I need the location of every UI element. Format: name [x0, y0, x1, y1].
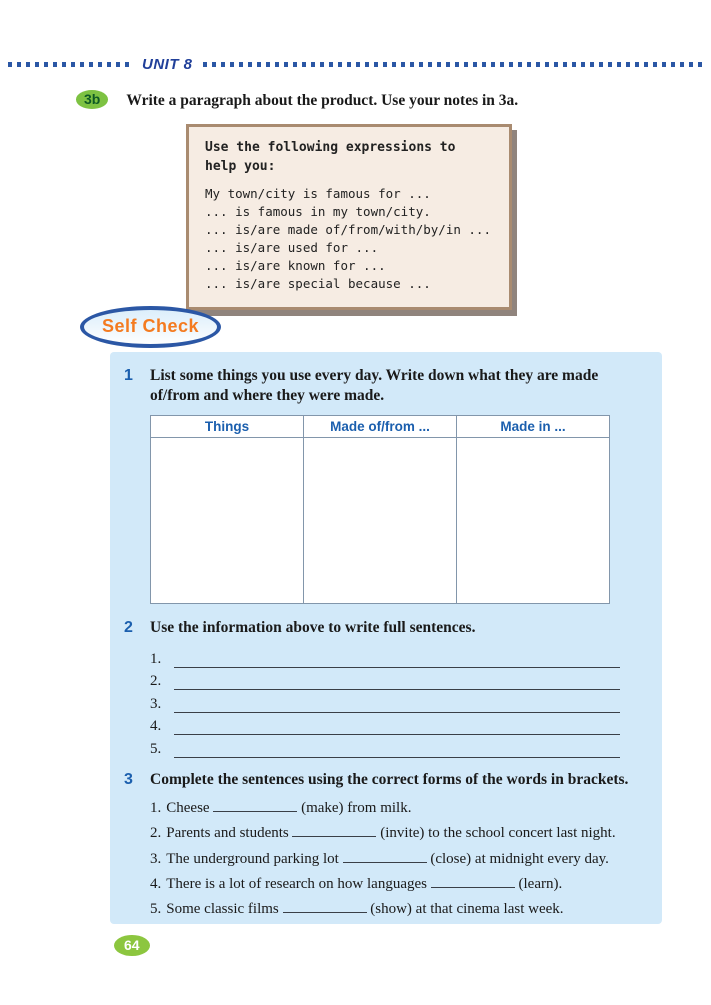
- line-number: 4.: [150, 718, 162, 735]
- sentence-post: (learn).: [518, 875, 563, 892]
- sentence-number: 3.: [150, 850, 162, 867]
- task-1: [124, 366, 640, 604]
- sentence-number: 2.: [150, 825, 162, 842]
- sentence-item: [150, 822, 650, 845]
- task-3-number: 3: [124, 770, 133, 788]
- page-number-badge: 64: [114, 935, 150, 956]
- answer-line[interactable]: [174, 696, 620, 713]
- line-number: 1.: [150, 650, 162, 667]
- self-check-badge: Self Check: [80, 306, 221, 348]
- sentence-post: (close) at midnight every day.: [430, 850, 609, 867]
- dotted-rule-right: [203, 62, 705, 67]
- answer-blank[interactable]: [431, 875, 515, 888]
- sentence-number: 5.: [150, 901, 162, 918]
- write-line: [150, 735, 620, 758]
- section-3b-instruction: Write a paragraph about the product. Use your notes in 3a.: [126, 92, 519, 109]
- answer-blank[interactable]: [292, 824, 376, 837]
- task-3: [124, 770, 640, 923]
- answer-blank[interactable]: [343, 850, 427, 863]
- section-3b: [76, 90, 671, 110]
- task-1-instruction: List some things you use every day. Write down what they are made of/from and where they were made.: [150, 367, 599, 405]
- write-line: [150, 645, 620, 668]
- write-line: [150, 713, 620, 736]
- write-line: [150, 668, 620, 691]
- unit-header: [8, 56, 705, 72]
- dotted-rule-left: [8, 62, 132, 67]
- section-3b-badge: 3b: [76, 90, 108, 109]
- sentence-item: [150, 797, 650, 820]
- answer-blank[interactable]: [283, 900, 367, 913]
- task-1-number: 1: [124, 367, 133, 384]
- sentence-post: (invite) to the school concert last night.: [380, 825, 616, 842]
- sentence-pre: The underground parking lot: [166, 850, 339, 867]
- sentence-number: 1.: [150, 800, 162, 817]
- sentence-pre: Cheese: [166, 800, 210, 817]
- expressions-title: Use the following expressions to help you:: [205, 140, 456, 174]
- sentence-item: [150, 898, 650, 921]
- expression-line: My town/city is famous for ...: [205, 185, 431, 201]
- answer-line[interactable]: [174, 673, 620, 690]
- sentence-post: (make) from milk.: [301, 800, 412, 817]
- answer-line[interactable]: [174, 741, 620, 758]
- expressions-box: [186, 124, 512, 310]
- answer-line[interactable]: [174, 718, 620, 735]
- write-lines: [150, 645, 620, 758]
- answer-blank[interactable]: [213, 799, 297, 812]
- write-line: [150, 690, 620, 713]
- expression-line: ... is/are used for ...: [205, 240, 379, 256]
- sentence-number: 4.: [150, 875, 162, 892]
- sentence-item: [150, 848, 650, 871]
- task-2-number: 2: [124, 619, 133, 637]
- sentence-pre: There is a lot of research on how languages: [166, 875, 427, 892]
- things-cell[interactable]: [151, 438, 304, 604]
- line-number: 2.: [150, 673, 162, 690]
- table-header-made-of: Made of/from ...: [304, 416, 457, 438]
- self-check-panel: [110, 352, 662, 924]
- unit-label: UNIT 8: [142, 55, 193, 73]
- line-number: 5.: [150, 740, 162, 757]
- answer-line[interactable]: [174, 651, 620, 668]
- table-header-made-in: Made in ...: [457, 416, 610, 438]
- sentence-item: [150, 873, 650, 896]
- table-row: [151, 438, 610, 604]
- table-header-things: Things: [151, 416, 304, 438]
- expression-line: ... is/are made of/from/with/by/in ...: [205, 221, 491, 237]
- made-in-cell[interactable]: [457, 438, 610, 604]
- task-2: [124, 618, 640, 758]
- sentence-pre: Some classic films: [166, 901, 279, 918]
- sentence-pre: Parents and students: [166, 825, 289, 842]
- line-number: 3.: [150, 695, 162, 712]
- expression-line: ... is famous in my town/city.: [205, 203, 431, 219]
- expression-line: ... is/are known for ...: [205, 258, 386, 274]
- fill-in-sentences: [150, 797, 650, 921]
- task-2-instruction: Use the information above to write full sentences.: [150, 619, 476, 637]
- task-3-instruction: Complete the sentences using the correct forms of the words in brackets.: [150, 770, 629, 788]
- things-table: [150, 415, 610, 604]
- expression-line: ... is/are special because ...: [205, 276, 431, 292]
- sentence-post: (show) at that cinema last week.: [370, 901, 564, 918]
- made-of-cell[interactable]: [304, 438, 457, 604]
